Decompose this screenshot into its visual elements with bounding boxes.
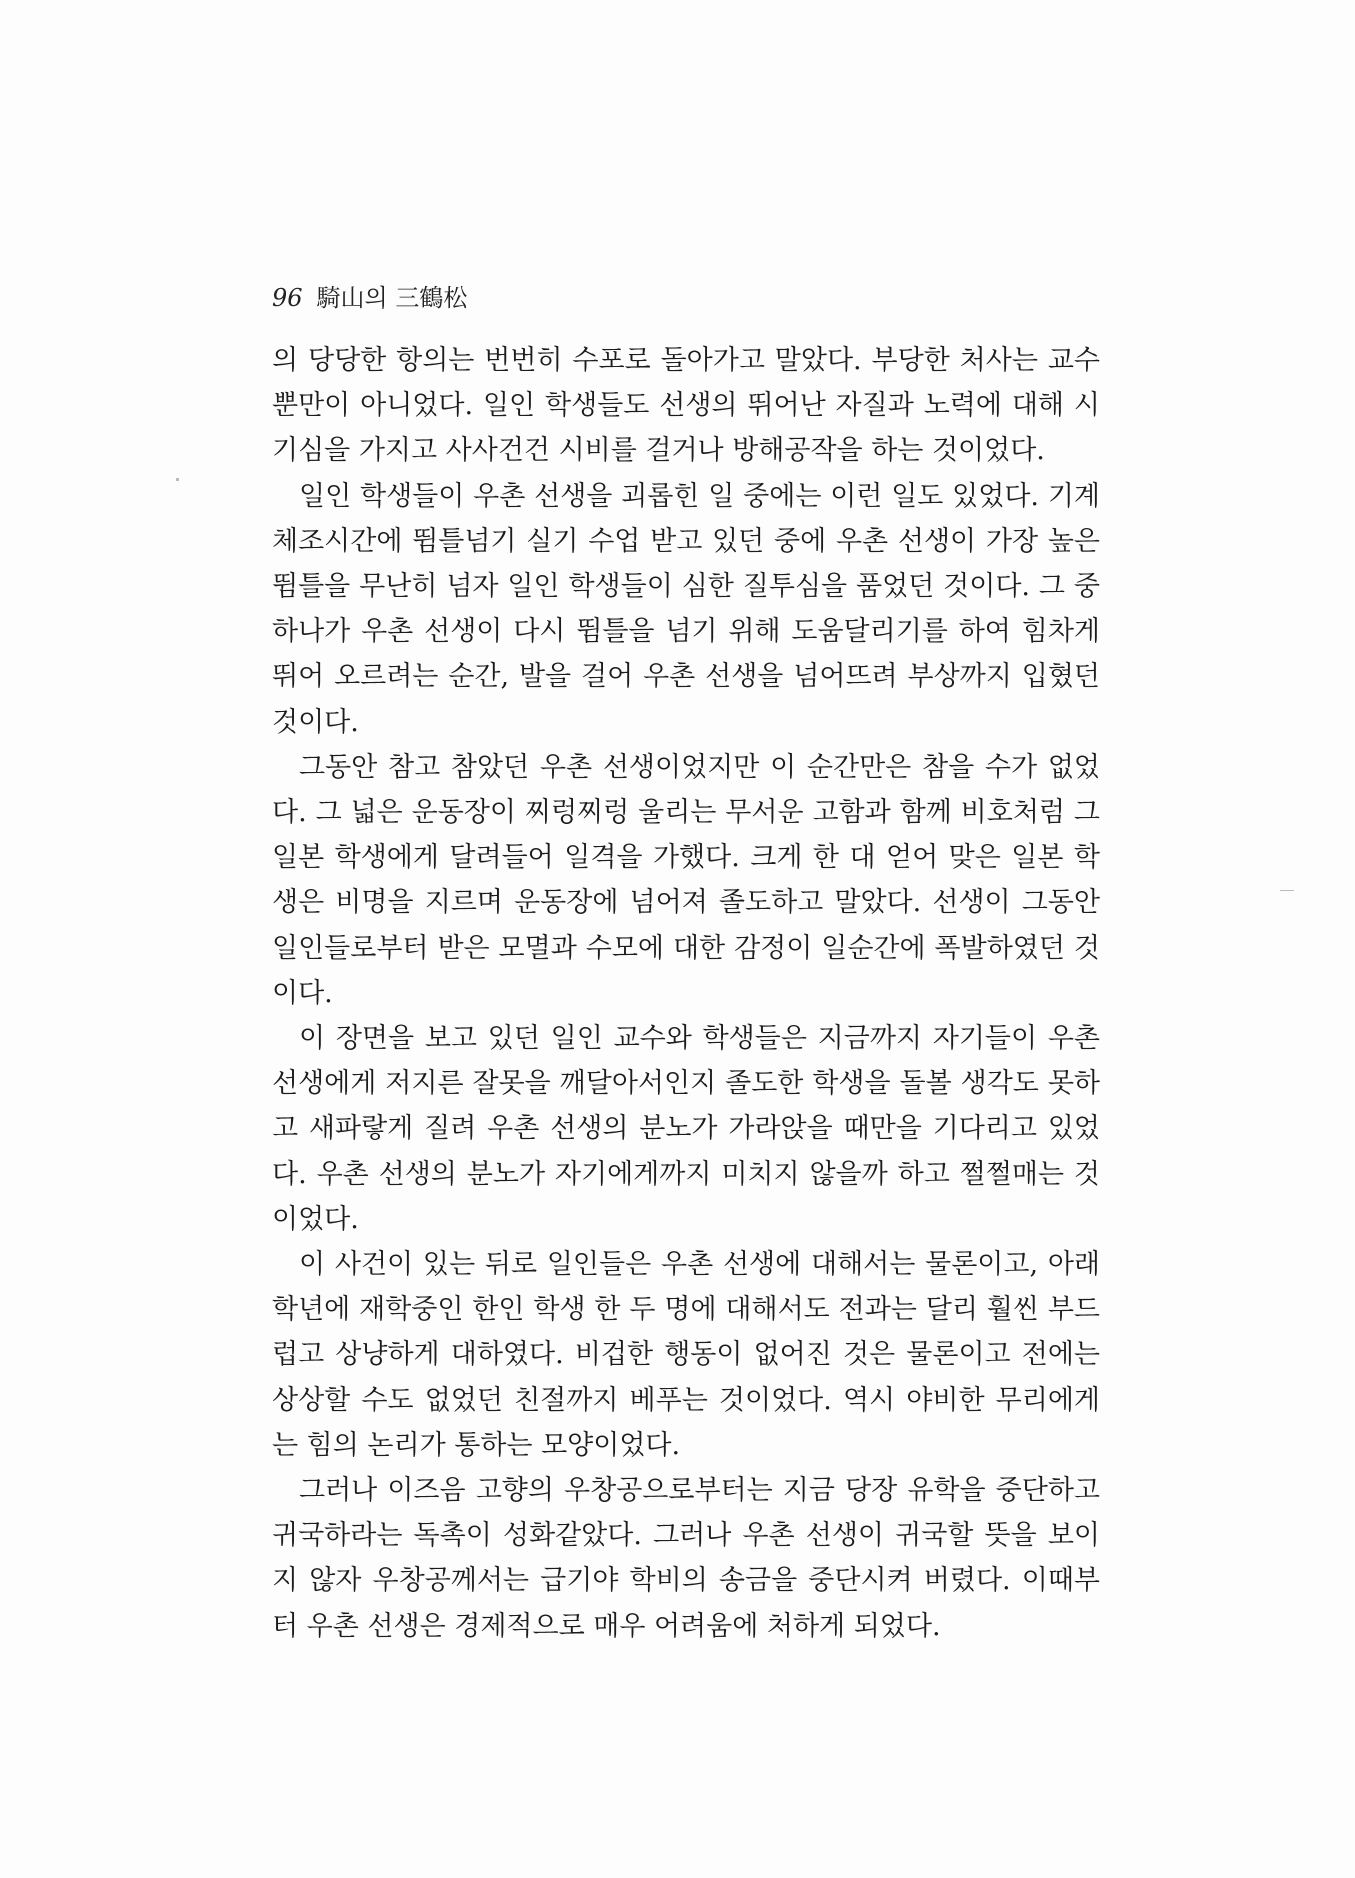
paragraph: 의 당당한 항의는 번번히 수포로 돌아가고 말았다. 부당한 처사는 교수 뿐만이 아니었다. 일인 학생들도 선생의 뛰어난 자질과 노력에 대해 시기심을 가지고 사사건건 시비를 걸거나 방해공작을 하는 것이었다. bbox=[272, 345, 1100, 467]
body-text bbox=[272, 338, 1100, 1649]
paragraph: 일인 학생들이 우촌 선생을 괴롭힌 일 중에는 이런 일도 있었다. 기계체조시간에 뜀틀넘기 실기 수업 받고 있던 중에 우촌 선생이 가장 높은 뜀틀을 무난히 넘자 일인 학생들이 심한 질투심을 품었던 것이다. 그 중 하나가 우촌 선생이 다시 뜀틀을 넘기 위해 도움달리기를 하여 힘차게 뛰어 오르려는 순간, 발을 걸어 우촌 선생을 넘어뜨려 부상까지 입혔던 것이다. bbox=[272, 480, 1100, 738]
book-title: 騎山의 三鶴松 bbox=[316, 284, 468, 312]
paragraph: 이 장면을 보고 있던 일인 교수와 학생들은 지금까지 자기들이 우촌 선생에게 저지른 잘못을 깨달아서인지 졸도한 학생을 돌볼 생각도 못하고 새파랗게 질려 우촌 선생의 분노가 가라앉을 때만을 기다리고 있었다. 우촌 선생의 분노가 자기에게까지 미치지 않을까 하고 쩔쩔매는 것이었다. bbox=[272, 1023, 1100, 1235]
scan-speck bbox=[1280, 890, 1294, 891]
paragraph: 그동안 참고 참았던 우촌 선생이었지만 이 순간만은 참을 수가 없었다. 그 넓은 운동장이 찌렁찌렁 울리는 무서운 고함과 함께 비호처럼 그 일본 학생에게 달려들어 일격을 가했다. 크게 한 대 얻어 맞은 일본 학생은 비명을 지르며 운동장에 넘어져 졸도하고 말았다. 선생이 그동안 일인들로부터 받은 모멸과 수모에 대한 감정이 일순간에 폭발하였던 것이다. bbox=[272, 751, 1100, 1009]
paragraph: 이 사건이 있는 뒤로 일인들은 우촌 선생에 대해서는 물론이고, 아래 학년에 재학중인 한인 학생 한 두 명에 대해서도 전과는 달리 훨씬 부드럽고 상냥하게 대하였다. 비겁한 행동이 없어진 것은 물론이고 전에는 상상할 수도 없었던 친절까지 베푸는 것이었다. 역시 야비한 무리에게는 힘의 논리가 통하는 모양이었다. bbox=[272, 1249, 1100, 1461]
paragraph: 그러나 이즈음 고향의 우창공으로부터는 지금 당장 유학을 중단하고 귀국하라는 독촉이 성화같았다. 그러나 우촌 선생이 귀국할 뜻을 보이지 않자 우창공께서는 급기야 학비의 송금을 중단시켜 버렸다. 이때부터 우촌 선생은 경제적으로 매우 어려움에 처하게 되었다. bbox=[272, 1475, 1100, 1642]
scan-speck bbox=[176, 478, 179, 481]
running-head bbox=[272, 278, 467, 313]
page-number: 96 bbox=[272, 284, 303, 312]
